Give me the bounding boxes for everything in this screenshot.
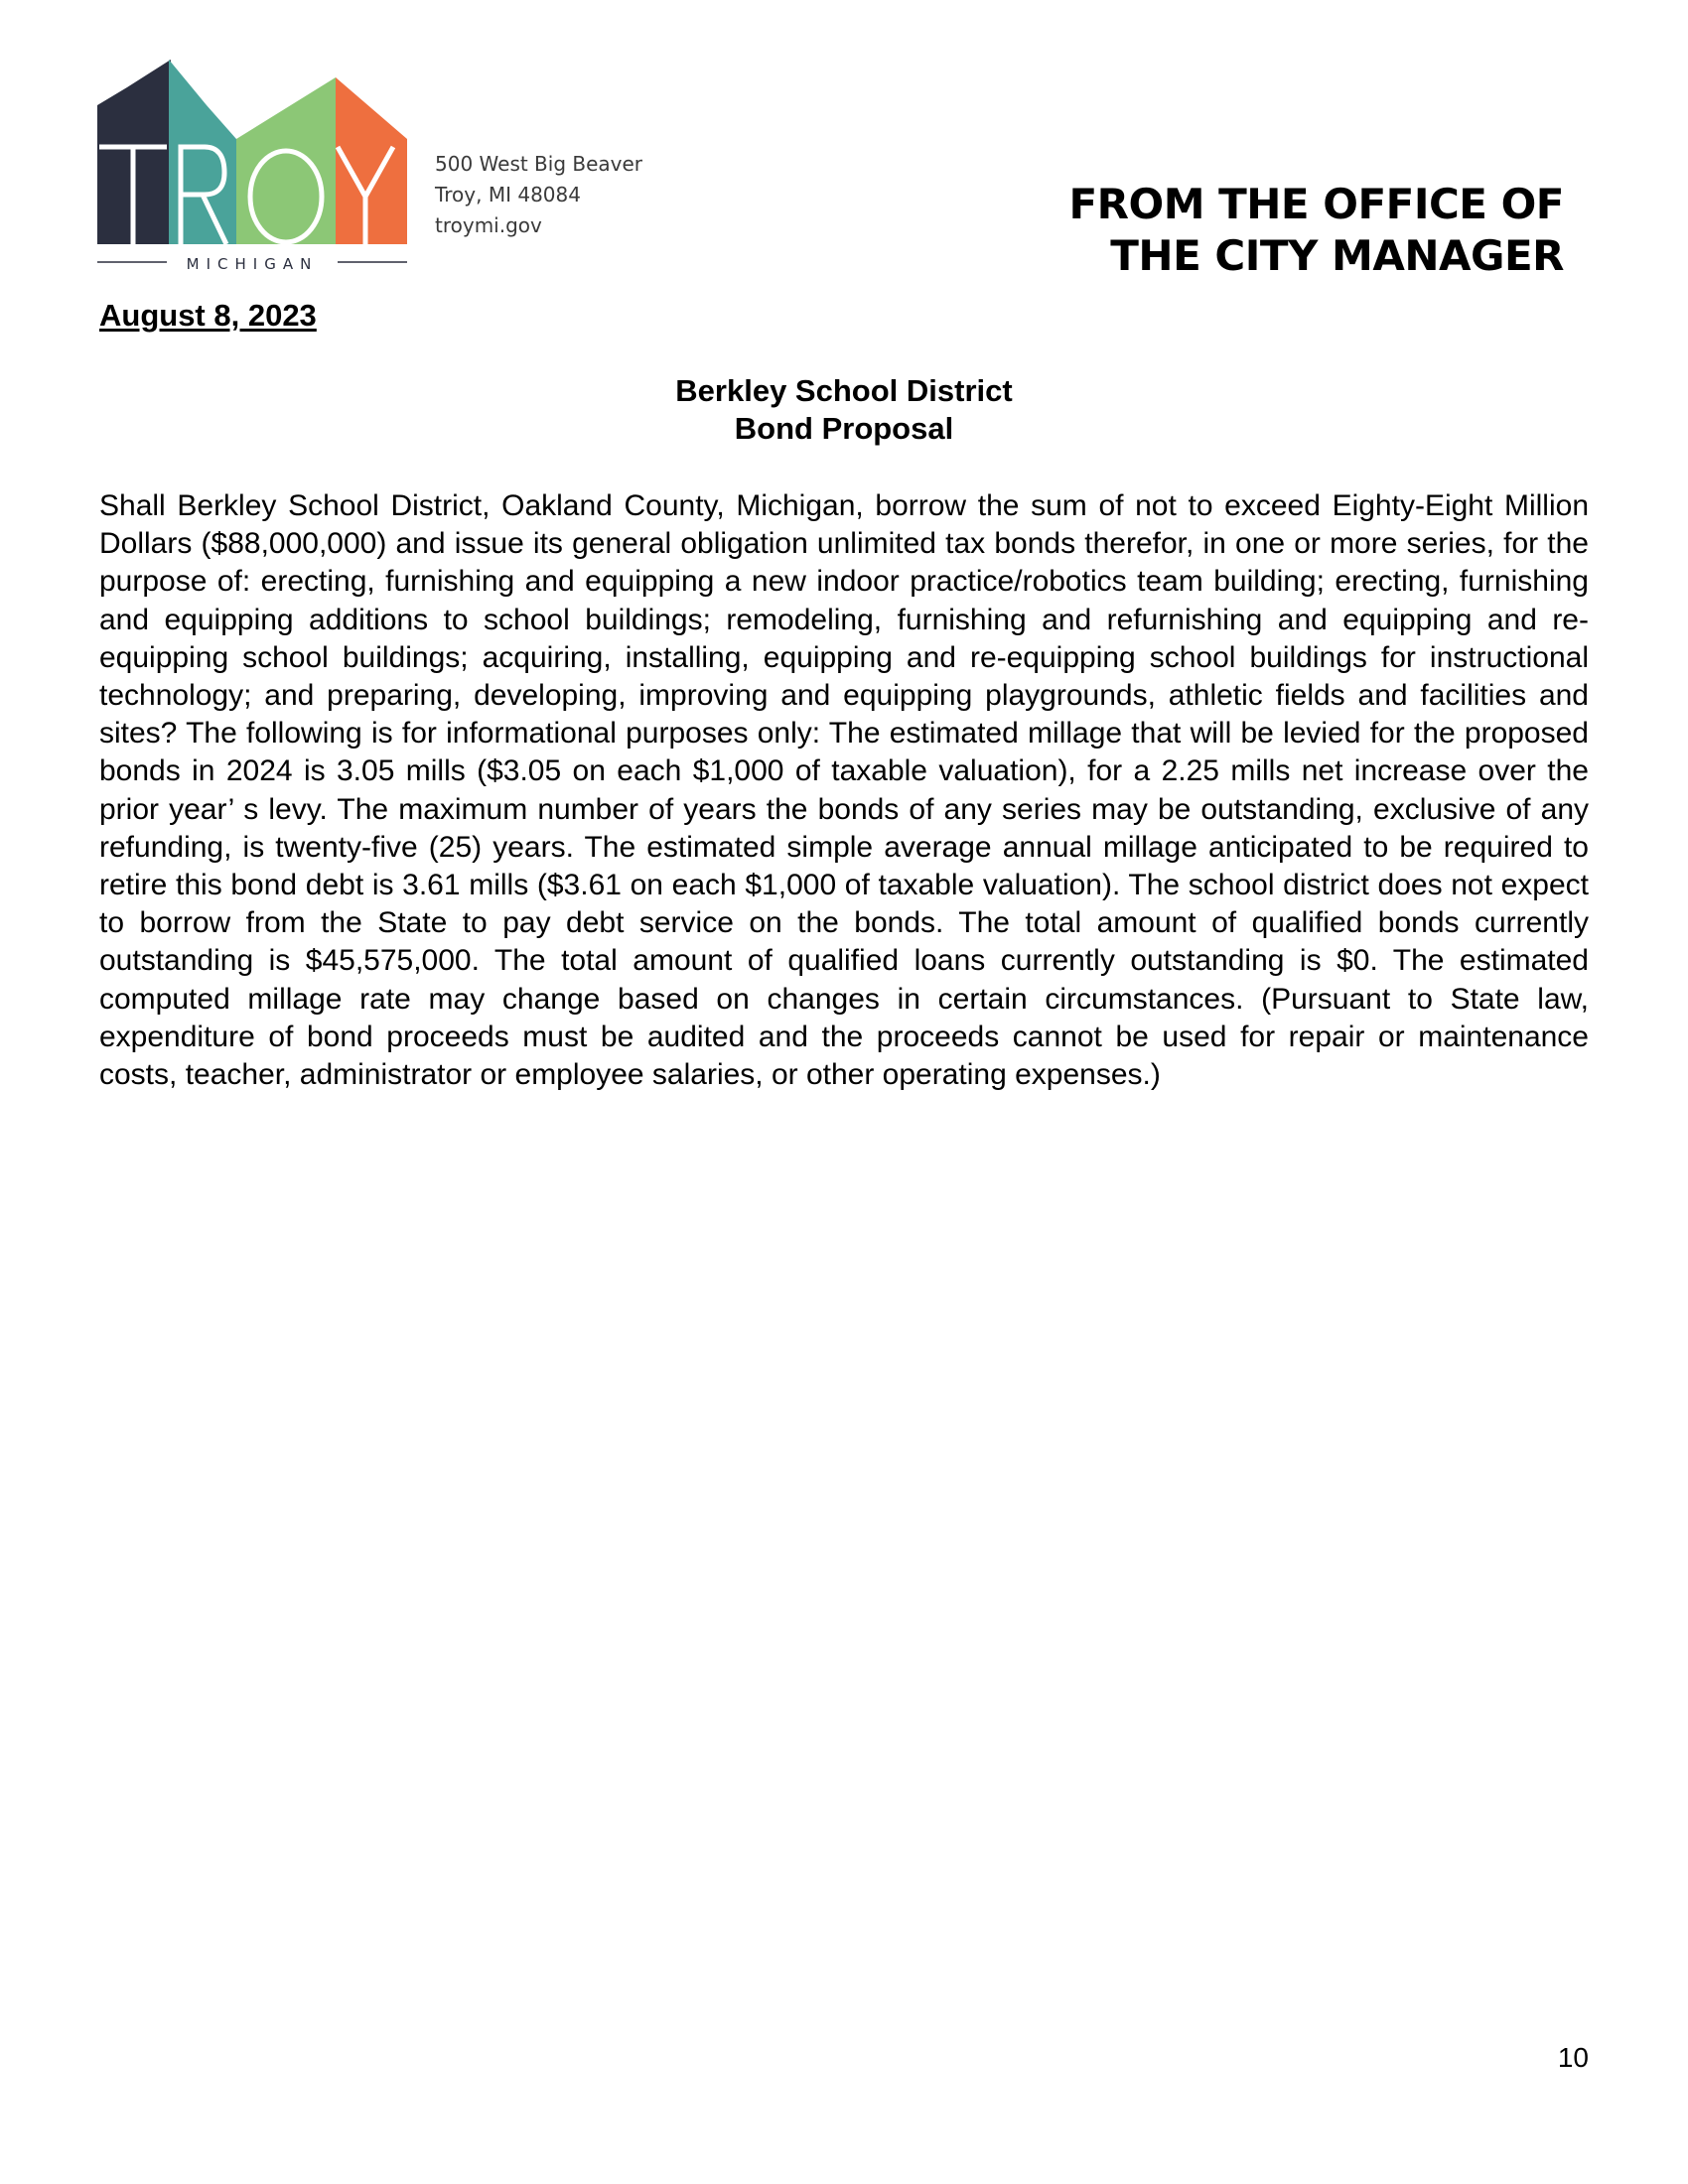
- address-website: troymi.gov: [435, 213, 542, 237]
- title-line1: Berkley School District: [675, 373, 1013, 408]
- address-street: 500 West Big Beaver: [435, 152, 643, 176]
- page-number: 10: [1557, 2042, 1589, 2073]
- office-heading-line1: FROM THE OFFICE OF: [1068, 180, 1564, 228]
- memo-date: August 8, 2023: [99, 298, 317, 333]
- address-city: Troy, MI 48084: [435, 183, 581, 206]
- logo-subtitle: MICHIGAN: [186, 255, 319, 273]
- proposal-body: Shall Berkley School District, Oakland County, Michigan, borrow the sum of not to exceed Eighty-Eight Million Dollars ($88,000,000) and issue its general obligation unlimited tax bonds therefor, in one or more series, for the purpose of: erecting, furnishing and equipping a new indoor practice/robotics team building; erecting, furnishing and equipping additions to school buildings; remodeling, furnishing and refurnishing and equipping and re-equipping school buildings; acquiring, installing, equipping and re-equipping school buildings for instructional technology; and preparing, developing, improving and equipping playgrounds, athletic fields and facilities and sites? The following is for informational purposes only: The estimated millage that will be levied for the proposed bonds in 2024 is 3.05 mills ($3.05 on each $1,000 of taxable valuation), for a 2.25 mills net increase over the prior year’ s levy. The maximum number of years the bonds of any series may be outstanding, exclusive of any refunding, is twenty-five (25) years. The estimated simple average annual millage anticipated to be required to retire this bond debt is 3.61 mills ($3.61 on each $1,000 of taxable valuation). The school district does not expect to borrow from the State to pay debt service on the bonds. The total amount of qualified bonds currently outstanding is $45,575,000. The total amount of qualified loans currently outstanding is $0. The estimated computed millage rate may change based on changes in certain circumstances. (Pursuant to State law, expenditure of bond proceeds must be audited and the proceeds cannot be used for repair or maintenance costs, teacher, administrator or employee salaries, or other operating expenses.): [99, 489, 1589, 1092]
- title-line2: Bond Proposal: [734, 411, 954, 446]
- troy-michigan-logo: [97, 58, 407, 276]
- logo-house-green: [236, 77, 336, 244]
- office-heading: [1068, 179, 1564, 282]
- document-title: [0, 372, 1688, 448]
- city-address: [435, 149, 642, 241]
- office-heading-line2: THE CITY MANAGER: [1110, 231, 1564, 280]
